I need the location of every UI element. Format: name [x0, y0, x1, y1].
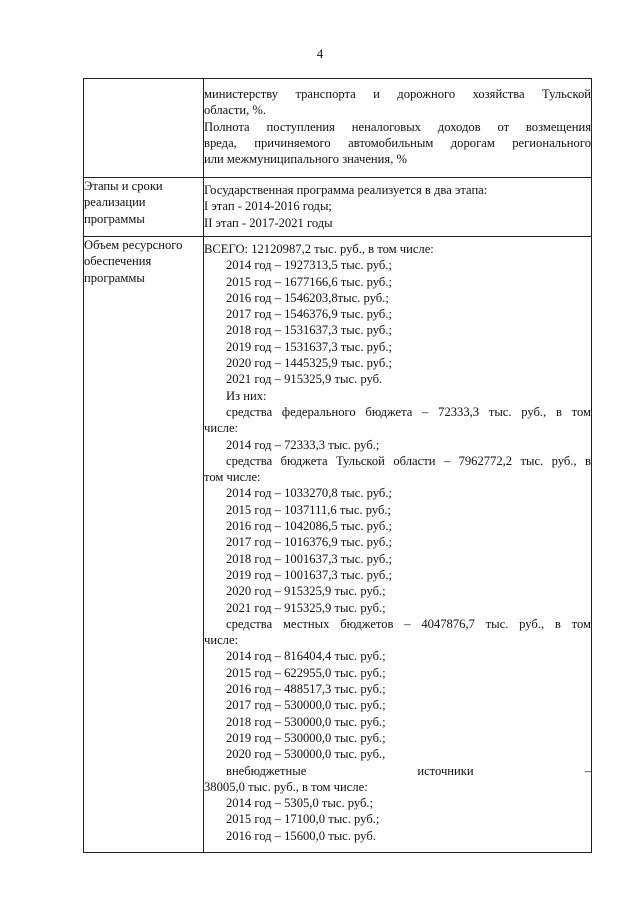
list-item: 2015 год – 1677166,6 тыс. руб.;: [226, 274, 392, 289]
offbudget-line: [204, 763, 591, 779]
list-item: 2019 год – 1531637,3 тыс. руб.;: [226, 339, 392, 354]
list-item: 2017 год – 530000,0 тыс. руб.;: [226, 698, 386, 713]
list-item: 2015 год – 17100,0 тыс. руб.;: [226, 812, 380, 827]
text-line: II этап - 2017-2021 годы: [204, 215, 333, 230]
page-number: 4: [316, 46, 324, 61]
list-item: 2015 год – 622955,0 тыс. руб.;: [226, 665, 386, 680]
offbudget-word: внебюджетные: [226, 763, 307, 778]
list-item: 2017 год – 1546376,9 тыс. руб.;: [226, 307, 392, 322]
text-line: или межмуниципального значения, %: [204, 152, 407, 167]
table-row: [84, 79, 592, 178]
list-item: 2016 год – 1546203,8тыс. руб.;: [226, 290, 389, 305]
stages-label: [84, 178, 204, 237]
text-line: I этап - 2014-2016 годы;: [204, 199, 332, 214]
list-item: 2020 год – 915325,9 тыс. руб.;: [226, 584, 386, 599]
list-item: 2016 год – 488517,3 тыс. руб.;: [226, 682, 386, 697]
list-item: 2016 год – 15600,0 тыс. руб.: [226, 828, 376, 843]
offbudget-line-cont: 38005,0 тыс. руб., в том числе:: [204, 779, 368, 794]
regional-line: средства бюджета Тульской области – 7962772,2 тыс. руб., в: [226, 453, 591, 468]
list-item: 2018 год – 1531637,3 тыс. руб.;: [226, 323, 392, 338]
list-item: 2019 год – 530000,0 тыс. руб.;: [226, 730, 386, 745]
federal-line: средства федерального бюджета – 72333,3 тыс. руб., в том: [226, 404, 591, 419]
federal-line-cont: числе:: [204, 421, 239, 436]
list-item: 2018 год – 1001637,3 тыс. руб.;: [226, 551, 392, 566]
local-line: средства местных бюджетов – 4047876,7 тыс. руб., в том: [226, 616, 591, 631]
table-row: [84, 178, 592, 237]
of-them-line: Из них:: [226, 388, 267, 403]
offbudget-word: источники: [417, 763, 474, 778]
regional-years-list: [204, 485, 591, 615]
list-item: 2014 год – 1927313,5 тыс. руб.;: [226, 258, 392, 273]
list-item: 2019 год – 1001637,3 тыс. руб.;: [226, 567, 392, 582]
list-item: 2016 год – 1042086,5 тыс. руб.;: [226, 519, 392, 534]
text-line: Полнота поступления неналоговых доходов от возмещения: [204, 119, 591, 134]
list-item: 2018 год – 530000,0 тыс. руб.;: [226, 714, 386, 729]
label-line: Этапы и сроки: [84, 179, 163, 193]
label-line: обеспечения: [84, 254, 152, 269]
indicators-cell: [204, 79, 592, 178]
federal-years-list: [204, 437, 591, 453]
stages-cell: [204, 178, 592, 237]
list-item: 2021 год – 915325,9 тыс. руб.;: [226, 600, 386, 615]
regional-line-cont: том числе:: [204, 470, 261, 485]
list-item: 2015 год – 1037111,6 тыс. руб.;: [226, 502, 392, 517]
list-item: 2014 год – 1033270,8 тыс. руб.;: [226, 486, 392, 501]
offbudget-dash: –: [584, 763, 591, 778]
local-line-cont: числе:: [204, 633, 239, 648]
local-years-list: [204, 648, 591, 762]
label-line: реализации: [84, 195, 146, 210]
list-item: 2021 год – 915325,9 тыс. руб.: [226, 372, 383, 387]
total-years-list: [204, 257, 591, 404]
offbudget-years-list: [204, 795, 591, 844]
table-row: [84, 237, 592, 853]
text-line: министерству транспорта и дорожного хозяйства Тульской: [204, 87, 591, 101]
list-item: 2014 год – 816404,4 тыс. руб.;: [226, 649, 386, 664]
row-label-empty: [84, 79, 204, 178]
funding-cell: [204, 237, 592, 853]
label-line: программы: [84, 211, 145, 226]
text-line: области, %.: [204, 103, 267, 118]
list-item: 2014 год – 72333,3 тыс. руб.;: [226, 437, 380, 452]
list-item: 2017 год – 1016376,9 тыс. руб.;: [226, 535, 392, 550]
total-line: ВСЕГО: 12120987,2 тыс. руб., в том числе:: [204, 242, 434, 256]
text-line: Государственная программа реализуется в два этапа:: [204, 183, 488, 197]
list-item: 2020 год – 530000,0 тыс. руб.,: [226, 747, 386, 762]
label-line: программы: [84, 270, 145, 285]
list-item: 2014 год – 5305,0 тыс. руб.;: [226, 796, 374, 811]
funding-label: [84, 237, 204, 853]
text-line: вреда, причиняемого автомобильным дорогам регионального: [204, 135, 591, 150]
program-passport-table: [83, 78, 592, 853]
list-item: 2020 год – 1445325,9 тыс. руб.;: [226, 356, 392, 371]
label-line: Объем ресурсного: [84, 238, 183, 252]
